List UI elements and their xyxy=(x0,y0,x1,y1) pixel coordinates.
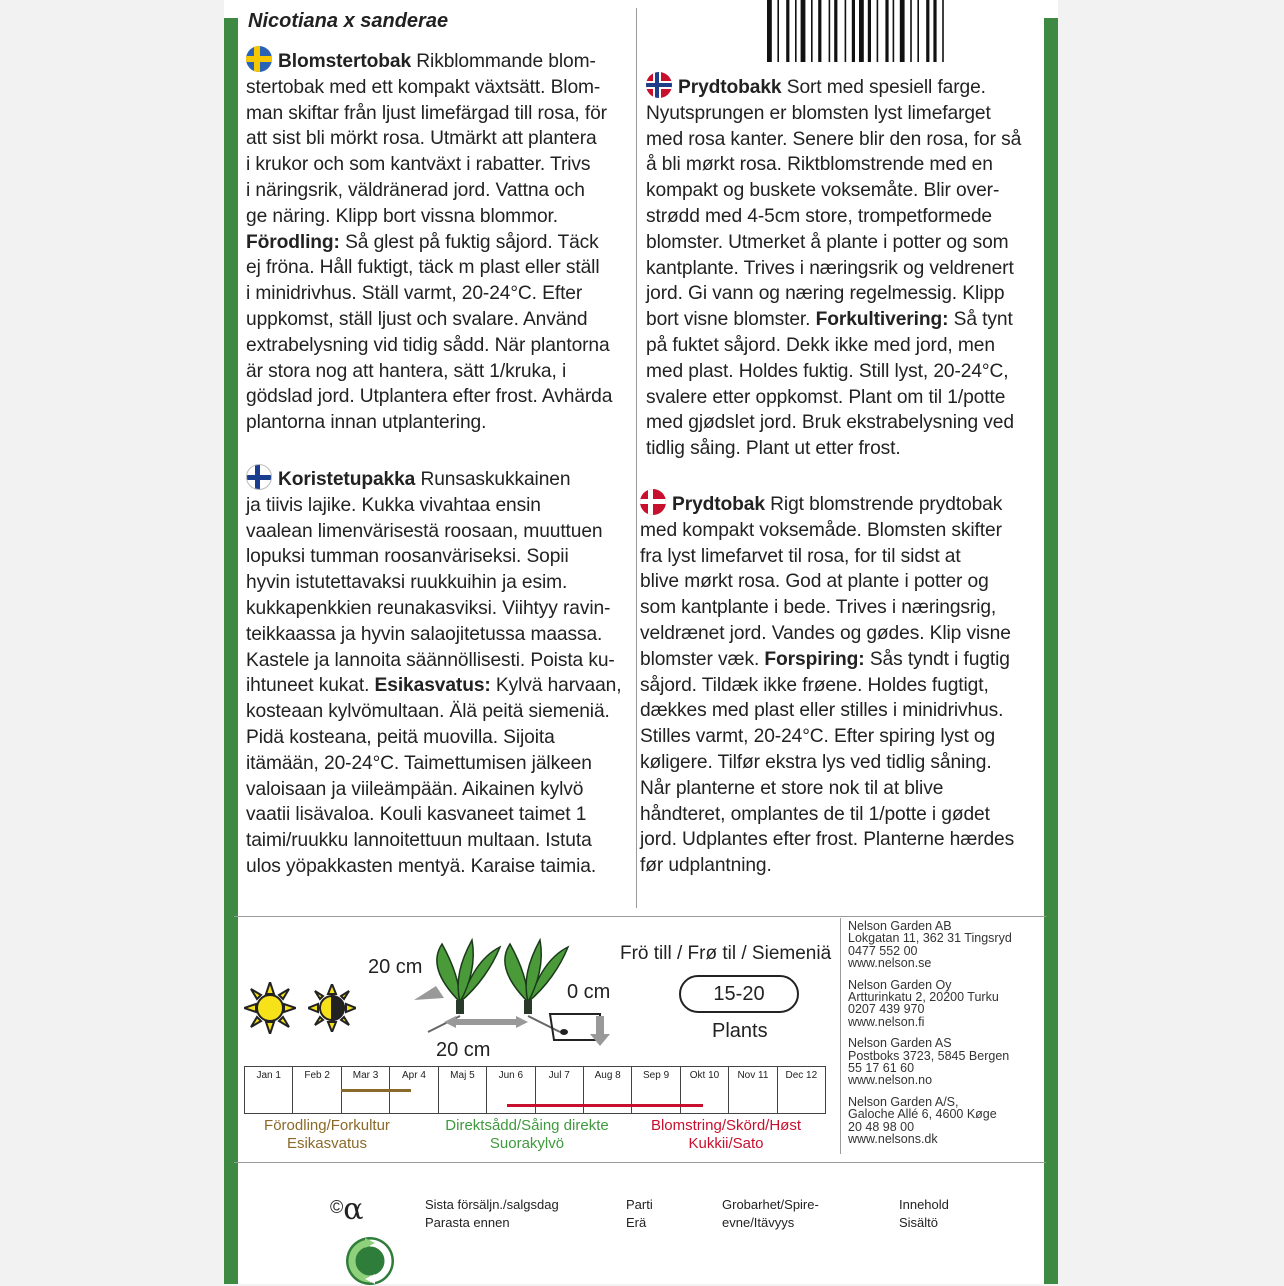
text-line: Stilles varmt, 20-24°C. Efter spiring lyst og xyxy=(640,726,996,748)
text-line: Pidä kosteana, peitä muovilla. Sijoita xyxy=(246,726,555,748)
text-line: i näringsrik, väldränerad jord. Vattna och xyxy=(246,179,585,201)
text-line: dækkes med plast eller stilles i minidrivhus. xyxy=(640,700,1004,722)
barcode-bar xyxy=(926,0,929,62)
presow-period-bar xyxy=(341,1089,411,1092)
text-line: ulos yöpakkasten mentyä. Karaise taimia. xyxy=(246,855,597,877)
address-fi: Nelson Garden Oy Artturinkatu 2, 20200 Turku 0207 439 970 www.nelson.fi xyxy=(848,977,999,1029)
text-line: med plast. Holdes fuktig. Still lyst, 20-24°C, xyxy=(646,360,1009,382)
text-line: med rosa kanter. Senere blir den rosa, for så xyxy=(646,128,1022,150)
text-line: ej fröna. Håll fuktigt, täck m plast eller ställ xyxy=(246,257,600,279)
barcode-bar xyxy=(777,0,779,62)
calendar-month: Mar 3 xyxy=(342,1067,390,1113)
barcode-icon xyxy=(765,0,1020,62)
text-line: å bli mørkt rosa. Riktblomstrende med en xyxy=(646,154,993,176)
text-line: Så tynt xyxy=(948,309,1013,331)
sowing-depth-label: 0 cm xyxy=(567,981,611,1003)
text-line: kompakt og buskete voksemåte. Blir over- xyxy=(646,180,1000,202)
company-addresses xyxy=(848,920,1048,1155)
swedish-flag-icon xyxy=(246,46,272,72)
text-finnish xyxy=(246,464,634,880)
text-line: ge näring. Klipp bort vissna blommor. xyxy=(246,205,558,227)
legend-flowering: Blomstring/Skörd/Høst Kukkii/Sato xyxy=(650,1117,802,1152)
barcode-bar xyxy=(767,0,772,62)
barcode-bar xyxy=(917,0,919,62)
text-line: strødd med 4-5cm store, trompetformede xyxy=(646,205,992,227)
section-title: Prydtobak xyxy=(672,494,765,515)
text-line: kukkapenkkien reunakasviksi. Viihtyy ravin- xyxy=(246,597,611,619)
address-divider xyxy=(840,918,841,1154)
calendar-month: Sep 9 xyxy=(632,1067,680,1113)
text-line: att sist bli mörkt rosa. Utmärkt att plantera xyxy=(246,128,597,150)
text-danish xyxy=(640,489,1036,879)
plant-spacing-diagram-icon xyxy=(400,922,620,1052)
subsection-title: Forkultivering: xyxy=(815,309,949,331)
seed-unit-label: Plants xyxy=(712,1020,768,1042)
barcode-bar xyxy=(900,0,905,62)
plant-height-label: 20 cm xyxy=(368,956,423,978)
calendar-month: Okt 10 xyxy=(681,1067,729,1113)
barcode-bar xyxy=(818,0,821,62)
calendar-month: Feb 2 xyxy=(293,1067,341,1113)
barcode-bar xyxy=(942,0,944,62)
legend-direct-sow: Direktsådd/Såing direkte Suorakylvö xyxy=(445,1117,609,1152)
content-label: Innehold Sisältö xyxy=(899,1197,949,1230)
column-divider xyxy=(636,8,637,908)
address-dk: Nelson Garden A/S, Galoche Allé 6, 4600 Køge 20 48 98 00 www.nelsons.dk xyxy=(848,1094,997,1147)
address-se: Nelson Garden AB Lokgatan 11, 362 31 Tingsryd 0477 552 00 www.nelson.se xyxy=(848,919,1012,971)
text-line: ihtuneet kukat. xyxy=(246,675,370,697)
text-line: jord. Udplantes efter frost. Planterne hærdes xyxy=(640,829,1015,851)
plant-spacing-label: 20 cm xyxy=(436,1039,491,1061)
text-line: kosteaan kylvömultaan. Älä peitä siemeniä. xyxy=(246,701,610,723)
text-line: Når planterne et store nok til at blive xyxy=(640,777,944,799)
seed-count-badge: 15-20 xyxy=(679,975,799,1013)
calendar-month: Jul 7 xyxy=(536,1067,584,1113)
text-line: fra lyst limefarvet til rosa, for til sidst at xyxy=(640,545,961,567)
text-line: før udplantning. xyxy=(640,855,772,877)
green-edge-left xyxy=(224,18,238,1284)
text-swedish xyxy=(246,46,634,436)
calendar-month: Aug 8 xyxy=(584,1067,632,1113)
finnish-flag-icon xyxy=(246,464,272,490)
barcode-bar xyxy=(910,0,912,62)
barcode-bar xyxy=(868,0,871,62)
last-sale-label: Sista försäljn./salgsdag Parasta ennen xyxy=(425,1197,559,1230)
section-title: Prydtobakk xyxy=(678,77,782,98)
text-norwegian xyxy=(646,72,1038,462)
text-line: Nyutsprungen er blomsten lyst limefarget xyxy=(646,102,991,124)
text-line: ja tiivis lajike. Kukka vivahtaa ensin xyxy=(246,494,541,516)
section-divider-bottom xyxy=(234,1162,1046,1163)
barcode-bar xyxy=(834,0,837,62)
text-line: med gjødslet jord. Bruk ekstrabelysning ved xyxy=(646,412,1014,434)
barcode-bar xyxy=(877,0,879,62)
text-line: håndteret, omplantes de til 1/potte i gødet xyxy=(640,803,990,825)
text-line: kantplante. Trives i næringsrik og veldrenert xyxy=(646,257,1014,279)
text-line: blomster væk. xyxy=(640,648,760,670)
text-line: valoisaan ja viileämpään. Aikainen kylvö xyxy=(246,778,584,800)
batch-label: Parti Erä xyxy=(626,1197,653,1230)
calendar-month: Jun 6 xyxy=(487,1067,535,1113)
text-line: blive mørkt rosa. God at plante i potter og xyxy=(640,571,989,593)
norwegian-flag-icon xyxy=(646,72,672,98)
subsection-title: Förodling: xyxy=(246,231,340,253)
alpha-logo-icon: ©α xyxy=(330,1192,364,1227)
barcode-bar xyxy=(852,0,855,62)
barcode-bar xyxy=(801,0,806,62)
barcode-bar xyxy=(811,0,813,62)
text-line: på fuktet såjord. Dekk ikke med jord, men xyxy=(646,334,995,356)
text-line: teikkaassa ja hyvin salaojitetussa maassa. xyxy=(246,623,603,645)
text-line: extrabelysning vid tidig sådd. När plantorna xyxy=(246,334,610,356)
half-shade-icon xyxy=(308,984,356,1032)
text-line: Rikblommande blom- xyxy=(411,51,596,72)
text-line: Sås tyndt i fugtig xyxy=(864,648,1010,670)
barcode-bar xyxy=(933,0,936,62)
text-line: såjord. Tildæk ikke frøene. Holdes fugtigt, xyxy=(640,674,989,696)
calendar-month: Apr 4 xyxy=(390,1067,438,1113)
text-line: uppkomst, ställ ljust och svalare. Använd xyxy=(246,308,588,330)
text-line: taimi/ruukku lannoitettuun multaan. Istuta xyxy=(246,830,592,852)
latin-name: Nicotiana x sanderae xyxy=(248,10,449,32)
barcode-bar xyxy=(786,0,789,62)
sow-label: Frö till / Frø til / Siemeniä xyxy=(620,943,832,964)
subsection-title: Forspiring: xyxy=(764,648,865,670)
barcode-bar xyxy=(885,0,888,62)
text-line: stertobak med ett kompakt växtsätt. Blom- xyxy=(246,76,601,98)
full-sun-icon xyxy=(244,982,296,1034)
text-line: vaatii lisävaloa. Kouli kasvaneet taimet 1 xyxy=(246,804,587,826)
barcode-bar xyxy=(845,0,847,62)
text-line: køligere. Tilfør ekstra lys ved tidlig såning. xyxy=(640,751,992,773)
calendar-month: Maj 5 xyxy=(439,1067,487,1113)
text-line: lopuksi tumman roosanväriseksi. Sopii xyxy=(246,546,569,568)
text-line: svalere etter oppkomst. Plant om til 1/potte xyxy=(646,386,1006,408)
text-line: jord. Gi vann og næring regelmessig. Klipp xyxy=(646,283,1005,305)
green-dot-recycle-icon xyxy=(345,1236,395,1286)
calendar-month: Dec 12 xyxy=(785,1070,818,1081)
subsection-title: Esikasvatus: xyxy=(374,675,491,697)
text-line: hyvin istutettavaksi ruukkuihin ja esim. xyxy=(246,572,568,594)
barcode-bar xyxy=(829,0,831,62)
section-title: Koristetupakka xyxy=(278,469,416,490)
barcode-bar xyxy=(859,0,864,62)
text-line: Kylvä harvaan, xyxy=(490,675,622,697)
legend-presow: Förodling/Forkultur Esikasvatus xyxy=(264,1117,390,1152)
text-line: Så glest på fuktig såjord. Täck xyxy=(339,231,599,253)
text-line: veldrænet jord. Vandes og gødes. Klip visne xyxy=(640,622,1011,644)
text-line: tidlig såing. Plant ut etter frost. xyxy=(646,438,901,460)
barcode-bar xyxy=(893,0,895,62)
barcode-bar xyxy=(795,0,797,62)
text-line: är stora nog att hantera, sätt 1/kruka, i xyxy=(246,360,567,382)
text-line: plantorna innan utplantering. xyxy=(246,412,487,434)
danish-flag-icon xyxy=(640,489,666,515)
text-line: gödslad jord. Utplantera efter frost. Avhärda xyxy=(246,386,613,408)
section-divider xyxy=(234,916,1046,917)
text-line: man skiftar från ljust limefärgad till rosa, för xyxy=(246,102,607,124)
text-line: Rigt blomstrende prydtobak xyxy=(764,494,1003,515)
calendar-month: Nov 11 xyxy=(729,1067,777,1113)
address-no: Nelson Garden AS Postboks 3723, 5845 Bergen 55 17 61 60 www.nelson.no xyxy=(848,1036,1010,1088)
text-line: itämään, 20-24°C. Taimettumisen jälkeen xyxy=(246,752,592,774)
text-line: blomster. Utmerket å plante i potter og som xyxy=(646,231,1009,253)
germination-label: Grobarhet/Spire- evne/Itävyys xyxy=(722,1197,819,1230)
text-line: Sort med spesiell farge. xyxy=(781,77,986,98)
text-line: Kastele ja lannoita säännöllisesti. Poista ku- xyxy=(246,649,615,671)
section-title: Blomstertobak xyxy=(278,51,412,72)
calendar-month: Jan 1 xyxy=(245,1067,293,1113)
text-line: Runsaskukkainen xyxy=(415,469,571,490)
text-line: med kompakt voksemåde. Blomsten skifter xyxy=(640,519,1002,541)
text-line: bort visne blomster. xyxy=(646,309,811,331)
text-line: vaalean limenvärisestä roosaan, muuttuen xyxy=(246,520,603,542)
text-line: i minidrivhus. Ställ varmt, 20-24°C. Efter xyxy=(246,283,583,305)
text-line: i krukor och som kantväxt i rabatter. Trivs xyxy=(246,154,591,176)
flowering-period-bar xyxy=(507,1104,703,1107)
text-line: som kantplante i bede. Trives i næringsrig, xyxy=(640,597,997,619)
